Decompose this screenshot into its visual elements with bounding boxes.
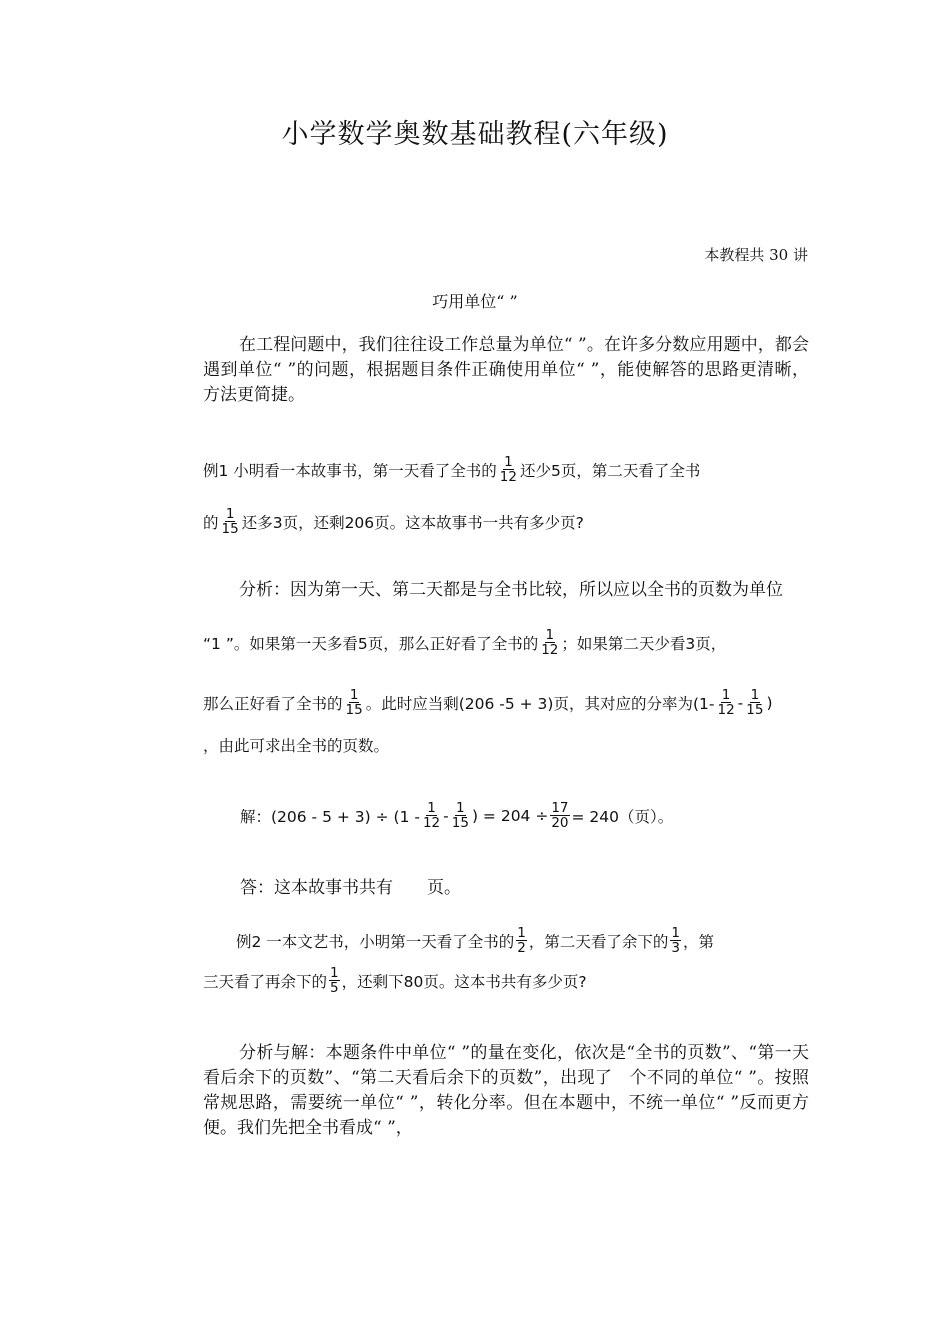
example2-text: ，第二天看了余下的 (528, 932, 669, 951)
fraction: $\frac{1}{12}$ (717, 687, 735, 718)
example2-text: 三天看了再余下的 (203, 972, 328, 991)
solution-text: ) = 204 ÷ (471, 806, 549, 825)
minus-sign: - (737, 693, 744, 712)
example2-line1 (236, 926, 714, 955)
fraction: $\frac{1}{12}$ (541, 627, 559, 658)
fraction: $\frac{1}{2}$ (517, 925, 526, 956)
analysis1-text: 。此时应当剩(206 -5 + 3)页，其对应的分率为(1- (365, 694, 715, 713)
analysis1-line3 (203, 688, 773, 717)
analysis1-text: 那么正好看了全书的 (203, 694, 343, 713)
fraction: $\frac{17}{20}$ (551, 800, 569, 831)
fraction: $\frac{1}{15}$ (221, 506, 239, 537)
lesson-title: 巧用单位“ ” (432, 292, 518, 311)
fraction: $\frac{1}{12}$ (422, 800, 441, 831)
fraction: $\frac{1}{3}$ (671, 925, 680, 956)
example1-line2 (203, 507, 584, 536)
fraction: $\frac{1}{12}$ (499, 454, 517, 485)
close-paren: ) (766, 693, 773, 712)
minus-sign: - (443, 806, 449, 825)
analysis1-line4: ，由此可求出全书的页数。 (203, 737, 390, 755)
example2-text: ，第 (683, 932, 715, 951)
example2-text: 例2 一本文艺书，小明第一天看了全书的 (236, 932, 515, 951)
analysis1-text: ；如果第二天少看3页， (561, 634, 727, 653)
example2-text: ，还剩下80页。这本书共有多少页? (341, 972, 587, 991)
course-note: 本教程共 30 讲 (704, 246, 808, 264)
example1-text-b: 还少5页，第二天看了全书 (519, 461, 701, 480)
document-title: 小学数学奥数基础教程(六年级) (281, 119, 669, 150)
analysis1-line2 (203, 628, 726, 657)
solution-text: = 240（页）。 (571, 807, 674, 826)
analysis1-text: “1 ”。如果第一天多看5页，那么正好看了全书的 (203, 634, 539, 653)
answer1: 答：这本故事书共有 页。 (240, 878, 461, 898)
example1-text-a: 例1 小明看一本故事书，第一天看了全书的 (203, 461, 497, 480)
example1-text-c: 的 (203, 513, 219, 532)
solution1-line (240, 801, 673, 830)
intro-paragraph: 在工程问题中，我们往往设工作总量为单位“ ”。在许多分数应用题中，都会遇到单位“ ”的问题，根据题目条件正确使用单位“ ”，能使解答的思路更清晰，方法更简捷。 (203, 335, 809, 405)
solution-text: 解：(206 - 5 + 3) ÷ (1 - (240, 807, 420, 826)
fraction: $\frac{1}{15}$ (345, 687, 363, 718)
example1-line1 (203, 455, 700, 484)
analysis2-paragraph: 分析与解：本题条件中单位“ ”的量在变化，依次是“全书的页数”、“第一天看后余下的页数”、“第二天看后余下的页数”，出现了 个不同的单位“ ”。按照常规思路，需要统一单位“ ”，转化分率。但在本题中，不统一单位“ ”反而更方便。我们先把全书看成“ ”， (203, 1043, 809, 1138)
example1-text-d: 还多3页，还剩206页。这本故事书一共有多少页? (241, 513, 584, 532)
fraction: $\frac{1}{5}$ (330, 965, 339, 996)
analysis1-paragraph: 分析：因为第一天、第二天都是与全书比较，所以应以全书的页数为单位 (239, 580, 783, 600)
example2-line2 (203, 966, 587, 995)
fraction: $\frac{1}{15}$ (746, 687, 764, 718)
fraction: $\frac{1}{15}$ (451, 800, 469, 831)
